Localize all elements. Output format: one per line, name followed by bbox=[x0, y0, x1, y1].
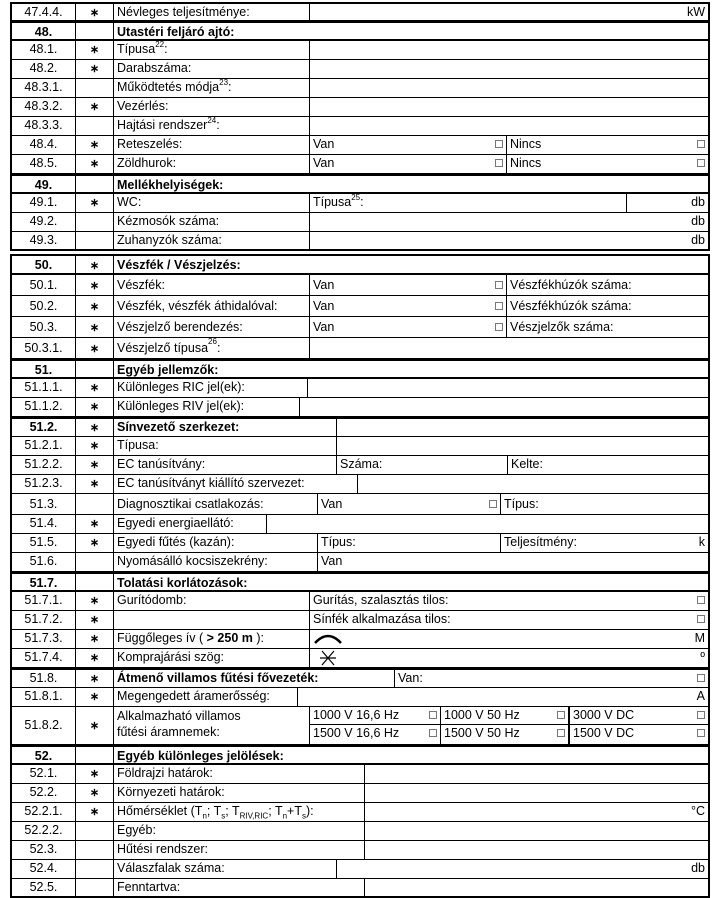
field-label: Alkalmazható villamos fűtési áramnemek: bbox=[114, 707, 310, 744]
value-field[interactable] bbox=[310, 41, 708, 59]
value-field[interactable] bbox=[358, 475, 708, 493]
mandatory-mark: ∗ bbox=[76, 707, 114, 744]
section-number: 49. bbox=[12, 176, 76, 192]
mandatory-mark bbox=[76, 860, 114, 878]
wc-count-field[interactable]: db bbox=[691, 195, 705, 209]
mandatory-mark: ∗ bbox=[76, 534, 114, 552]
checkbox[interactable] bbox=[495, 159, 503, 167]
row-number: 52.2.1. bbox=[12, 803, 76, 821]
row-50-1 bbox=[10, 275, 710, 296]
mandatory-mark: ∗ bbox=[76, 803, 114, 821]
mandatory-mark: ∗ bbox=[76, 688, 114, 706]
row-number: 48.3.2. bbox=[12, 98, 76, 116]
field-label: Vészjelző típusa$^{26}$: bbox=[114, 338, 310, 358]
field-label: Egyéb: bbox=[114, 822, 365, 840]
checkbox[interactable] bbox=[495, 302, 503, 310]
field-label: Megengedett áramerősség: bbox=[114, 688, 298, 706]
mandatory-mark bbox=[76, 79, 114, 97]
value-field[interactable]: º bbox=[310, 649, 708, 667]
checkbox[interactable] bbox=[557, 711, 565, 719]
row-number: 49.2. bbox=[12, 213, 76, 231]
value-field[interactable] bbox=[267, 515, 708, 533]
row-51-6 bbox=[10, 553, 710, 572]
certificate-date-field[interactable]: Kelte: bbox=[511, 457, 543, 471]
section-51 bbox=[10, 359, 710, 379]
field-label: Darabszáma: bbox=[114, 60, 310, 78]
row-51-2 bbox=[10, 417, 710, 437]
value-field[interactable] bbox=[365, 765, 708, 783]
row-50-2 bbox=[10, 296, 710, 317]
row-49-2 bbox=[10, 213, 710, 232]
row-49-1 bbox=[10, 194, 710, 213]
field-label: Diagnosztikai csatlakozás: bbox=[114, 494, 318, 514]
mandatory-mark: ∗ bbox=[76, 670, 114, 687]
row-number: 47.4.4. bbox=[12, 4, 76, 20]
mandatory-mark bbox=[76, 176, 114, 192]
row-number: 48.3.3. bbox=[12, 117, 76, 135]
row-48-3-3 bbox=[10, 117, 710, 136]
row-number: 51.2.3. bbox=[12, 475, 76, 493]
row-number: 51.2.1. bbox=[12, 437, 76, 455]
row-number: 51.7.3. bbox=[12, 630, 76, 648]
count-field[interactable]: Vészfékhúzók száma: bbox=[510, 278, 632, 292]
mandatory-mark bbox=[76, 879, 114, 896]
row-51-8 bbox=[10, 668, 710, 688]
mandatory-mark: ∗ bbox=[76, 630, 114, 648]
mandatory-mark bbox=[76, 232, 114, 249]
checkbox[interactable] bbox=[697, 711, 705, 719]
mandatory-mark bbox=[76, 23, 114, 39]
subsection-title: Átmenő villamos fűtési fővezeték: bbox=[114, 670, 395, 687]
section-title: Egyéb különleges jelölések: bbox=[117, 749, 284, 763]
mandatory-mark: ∗ bbox=[76, 41, 114, 59]
field-label: Egyedi energiaellátó: bbox=[114, 515, 267, 533]
value-field[interactable]: kW bbox=[686, 5, 705, 19]
field-label: Reteszelés: bbox=[114, 136, 310, 154]
value-field[interactable] bbox=[310, 98, 708, 116]
row-number: 50.3.1. bbox=[12, 338, 76, 358]
mandatory-mark: ∗ bbox=[76, 611, 114, 629]
checkbox[interactable] bbox=[495, 140, 503, 148]
option-van[interactable]: Van bbox=[310, 317, 507, 337]
count-field[interactable]: Vészjelzők száma: bbox=[510, 320, 614, 334]
crossing-angle-icon bbox=[318, 649, 338, 667]
value-field[interactable]: °C bbox=[690, 804, 705, 818]
field-label: EC tanúsítványt kiállító szervezet: bbox=[114, 475, 358, 493]
section-number: 52. bbox=[12, 747, 76, 763]
row-number: 48.1. bbox=[12, 41, 76, 59]
field-label: Vészfék, vészfék áthidalóval: bbox=[114, 296, 310, 316]
value-field[interactable] bbox=[310, 338, 708, 358]
wc-type-field[interactable]: Típusa$^{25}$: bbox=[310, 194, 627, 212]
value-field[interactable] bbox=[337, 437, 708, 455]
row-52-4 bbox=[10, 860, 710, 879]
checkbox[interactable] bbox=[697, 729, 705, 737]
checkbox[interactable] bbox=[697, 615, 705, 623]
row-51-2-1 bbox=[10, 437, 710, 456]
row-number: 51.5. bbox=[12, 534, 76, 552]
value-field[interactable]: A bbox=[696, 689, 705, 703]
value-field[interactable] bbox=[310, 117, 708, 135]
field-label: Különleges RIV jel(ek): bbox=[114, 398, 300, 416]
value-field[interactable] bbox=[365, 784, 708, 802]
mandatory-mark: ∗ bbox=[76, 136, 114, 154]
mandatory-mark bbox=[76, 747, 114, 763]
row-51-2-3 bbox=[10, 475, 710, 494]
row-51-1-2 bbox=[10, 398, 710, 417]
value-field[interactable] bbox=[365, 841, 708, 859]
section-51-7 bbox=[10, 572, 710, 592]
row-51-1-1 bbox=[10, 379, 710, 398]
row-number: 48.5. bbox=[12, 155, 76, 173]
value-field[interactable]: db bbox=[691, 214, 705, 228]
field-label: Környezeti határok: bbox=[114, 784, 365, 802]
option-nincs[interactable]: Nincs bbox=[507, 136, 708, 154]
field-label: Fenntartva: bbox=[114, 879, 365, 896]
field-label: Különleges RIC jel(ek): bbox=[114, 379, 308, 397]
mandatory-mark bbox=[76, 841, 114, 859]
row-50-3-1 bbox=[10, 338, 710, 359]
field-label: Hajtási rendszer$^{24}$: bbox=[114, 117, 310, 135]
mandatory-mark: ∗ bbox=[76, 317, 114, 337]
section-49 bbox=[10, 174, 710, 194]
section-50 bbox=[10, 254, 710, 275]
row-number: 48.2. bbox=[12, 60, 76, 78]
row-49-3 bbox=[10, 232, 710, 251]
subsection-title: Sínvezető szerkezet: bbox=[114, 419, 337, 436]
mandatory-mark: ∗ bbox=[76, 475, 114, 493]
row-51-4 bbox=[10, 515, 710, 534]
checkbox[interactable] bbox=[697, 596, 705, 604]
mandatory-mark: ∗ bbox=[76, 155, 114, 173]
mandatory-mark bbox=[76, 361, 114, 377]
row-number: 52.1. bbox=[12, 765, 76, 783]
mandatory-mark: ∗ bbox=[76, 398, 114, 416]
row-number: 51.4. bbox=[12, 515, 76, 533]
certificate-number-field[interactable]: Száma: bbox=[337, 456, 508, 474]
row-number: 48.4. bbox=[12, 136, 76, 154]
mandatory-mark: ∗ bbox=[76, 419, 114, 436]
option-van[interactable]: Van: bbox=[395, 670, 708, 687]
mandatory-mark bbox=[76, 574, 114, 590]
mandatory-mark: ∗ bbox=[76, 296, 114, 316]
checkbox[interactable] bbox=[429, 729, 437, 737]
field-label: Névleges teljesítménye: bbox=[114, 4, 310, 20]
row-47-4-4 bbox=[10, 2, 710, 21]
row-number: 51.6. bbox=[12, 553, 76, 571]
row-50-3 bbox=[10, 317, 710, 338]
mandatory-mark: ∗ bbox=[76, 194, 114, 212]
row-number: 51.1.2. bbox=[12, 398, 76, 416]
row-51-7-4 bbox=[10, 649, 710, 668]
option-van[interactable]: Van bbox=[310, 275, 507, 295]
mandatory-mark bbox=[76, 494, 114, 514]
row-52-3 bbox=[10, 841, 710, 860]
field-label: Típusa$^{22}$: bbox=[114, 41, 310, 59]
option-van[interactable]: Van bbox=[310, 136, 507, 154]
row-number: 51.7.2. bbox=[12, 611, 76, 629]
row-51-3 bbox=[10, 494, 710, 515]
field-label: Egyedi fűtés (kazán): bbox=[114, 534, 318, 552]
checkbox[interactable] bbox=[557, 729, 565, 737]
value-field[interactable] bbox=[310, 79, 708, 97]
section-number: 51. bbox=[12, 361, 76, 377]
row-number: 52.4. bbox=[12, 860, 76, 878]
mandatory-mark bbox=[76, 117, 114, 135]
mandatory-mark: ∗ bbox=[76, 765, 114, 783]
field-label: Függőleges ív ( > 250 m ): bbox=[114, 630, 310, 648]
row-52-5 bbox=[10, 879, 710, 898]
field-label: EC tanúsítvány: bbox=[114, 456, 337, 474]
row-number: 51.7.4. bbox=[12, 649, 76, 667]
row-number: 51.8.1. bbox=[12, 688, 76, 706]
type-field[interactable]: Típus: bbox=[318, 534, 501, 552]
value-field[interactable] bbox=[365, 879, 708, 896]
row-number: 51.1.1. bbox=[12, 379, 76, 397]
row-number: 51.7.1. bbox=[12, 592, 76, 610]
value-field[interactable] bbox=[337, 419, 708, 436]
mandatory-mark: ∗ bbox=[76, 592, 114, 610]
checkbox[interactable] bbox=[697, 674, 705, 682]
row-51-7-3 bbox=[10, 630, 710, 649]
field-label: Gurítódomb: bbox=[114, 592, 310, 610]
row-48-5 bbox=[10, 155, 710, 174]
row-52-2-1 bbox=[10, 803, 710, 822]
row-51-7-2 bbox=[10, 611, 710, 630]
checkbox[interactable] bbox=[489, 500, 497, 508]
section-number: 51.7. bbox=[12, 574, 76, 590]
field-label: Földrajzi határok: bbox=[114, 765, 365, 783]
row-number: 49.3. bbox=[12, 232, 76, 249]
row-51-2-2 bbox=[10, 456, 710, 475]
row-number: 51.3. bbox=[12, 494, 76, 514]
value-field[interactable]: db bbox=[691, 861, 705, 875]
field-label: Komprajárási szög: bbox=[114, 649, 310, 667]
option-no-hump[interactable]: Gurítás, szalasztás tilos: bbox=[310, 592, 708, 610]
checkbox[interactable] bbox=[429, 711, 437, 719]
row-number: 52.2.2. bbox=[12, 822, 76, 840]
mandatory-mark: ∗ bbox=[76, 256, 114, 273]
checkbox[interactable] bbox=[495, 281, 503, 289]
section-title: Vészfék / Vészjelzés: bbox=[117, 258, 241, 272]
row-48-3-1 bbox=[10, 79, 710, 98]
row-number: 50.3. bbox=[12, 317, 76, 337]
option-van[interactable]: Van bbox=[310, 296, 507, 316]
current-type-grid bbox=[310, 707, 708, 744]
mandatory-mark: ∗ bbox=[76, 437, 114, 455]
row-number: 51.8. bbox=[12, 670, 76, 687]
field-label: Vészfék: bbox=[114, 275, 310, 295]
field-label bbox=[114, 611, 310, 629]
section-title: Utastéri feljáró ajtó: bbox=[117, 25, 235, 39]
mandatory-mark: ∗ bbox=[76, 4, 114, 20]
option-1000v-16hz[interactable]: 1000 V 16,6 Hz bbox=[310, 707, 441, 725]
row-52-2-2 bbox=[10, 822, 710, 841]
field-label: Hűtési rendszer: bbox=[114, 841, 365, 859]
mandatory-mark bbox=[76, 822, 114, 840]
mandatory-mark: ∗ bbox=[76, 515, 114, 533]
row-48-2 bbox=[10, 60, 710, 79]
row-48-1 bbox=[10, 41, 710, 60]
field-label: Típusa: bbox=[114, 437, 337, 455]
row-48-3-2 bbox=[10, 98, 710, 117]
value-field[interactable] bbox=[300, 398, 708, 416]
value-field[interactable] bbox=[310, 60, 708, 78]
option-van[interactable]: Van bbox=[310, 155, 507, 173]
option-1500v-16hz[interactable]: 1500 V 16,6 Hz bbox=[310, 725, 441, 744]
option-van[interactable]: Van bbox=[318, 494, 501, 514]
section-title: Egyéb jellemzők: bbox=[117, 363, 219, 377]
option-3000v-dc[interactable]: 3000 V DC bbox=[569, 707, 708, 725]
mandatory-mark bbox=[76, 213, 114, 231]
mandatory-mark bbox=[76, 553, 114, 571]
mandatory-mark: ∗ bbox=[76, 784, 114, 802]
row-number: 52.5. bbox=[12, 879, 76, 896]
section-48 bbox=[10, 21, 710, 41]
row-number: 48.3.1. bbox=[12, 79, 76, 97]
checkbox[interactable] bbox=[697, 159, 705, 167]
mandatory-mark: ∗ bbox=[76, 275, 114, 295]
row-52-1 bbox=[10, 765, 710, 784]
field-label: Zöldhurok: bbox=[114, 155, 310, 173]
power-field[interactable]: Teljesítmény: k bbox=[504, 535, 705, 549]
type-field[interactable]: Típus: bbox=[504, 497, 539, 511]
mandatory-mark: ∗ bbox=[76, 456, 114, 474]
field-label: Vezérlés: bbox=[114, 98, 310, 116]
option-nincs[interactable]: Nincs bbox=[507, 155, 708, 173]
row-51-8-1 bbox=[10, 688, 710, 707]
row-number: 49.1. bbox=[12, 194, 76, 212]
checkbox[interactable] bbox=[697, 140, 705, 148]
mandatory-mark: ∗ bbox=[76, 338, 114, 358]
mandatory-mark: ∗ bbox=[76, 649, 114, 667]
temperature-label: Hőmérséklet ($T_n$; $T_s$; $T_{RIV,RIC}$; $T_n+T_s$): bbox=[114, 803, 365, 821]
option-no-rail-brake[interactable]: Sínfék alkalmazása tilos: bbox=[310, 611, 708, 629]
field-label: Működtetés módja$^{23}$: bbox=[114, 79, 310, 97]
section-52 bbox=[10, 745, 710, 765]
row-52-2 bbox=[10, 784, 710, 803]
option-1500v-50hz[interactable]: 1500 V 50 Hz bbox=[441, 725, 569, 744]
field-label: Nyomásálló kocsiszekrény: bbox=[114, 553, 318, 571]
checkbox[interactable] bbox=[495, 323, 503, 331]
vehicle-data-form bbox=[10, 2, 710, 898]
row-number: 50.2. bbox=[12, 296, 76, 316]
value-field[interactable] bbox=[365, 822, 708, 840]
row-number: 52.3. bbox=[12, 841, 76, 859]
mandatory-mark: ∗ bbox=[76, 379, 114, 397]
field-label: Vészjelző berendezés: bbox=[114, 317, 310, 337]
section-title: Tolatási korlátozások: bbox=[117, 576, 248, 590]
option-van[interactable]: Van bbox=[321, 554, 343, 568]
section-number: 51.2. bbox=[12, 419, 76, 436]
field-label: WC: bbox=[114, 194, 310, 212]
field-label: Válaszfalak száma: bbox=[114, 860, 337, 878]
row-51-7-1 bbox=[10, 592, 710, 611]
field-label: Zuhanyzók száma: bbox=[114, 232, 310, 249]
row-number: 51.8.2. bbox=[12, 707, 76, 744]
row-48-4 bbox=[10, 136, 710, 155]
section-number: 48. bbox=[12, 23, 76, 39]
count-field[interactable]: Vészfékhúzók száma: bbox=[510, 299, 632, 313]
option-1500v-dc[interactable]: 1500 V DC bbox=[569, 725, 708, 744]
mandatory-mark: ∗ bbox=[76, 98, 114, 116]
mandatory-mark: ∗ bbox=[76, 60, 114, 78]
row-number: 51.2.2. bbox=[12, 456, 76, 474]
value-field[interactable]: db bbox=[691, 233, 705, 247]
section-number: 50. bbox=[12, 256, 76, 273]
field-label: Kézmosók száma: bbox=[114, 213, 310, 231]
row-51-5 bbox=[10, 534, 710, 553]
value-field[interactable] bbox=[308, 379, 708, 397]
option-1000v-50hz[interactable]: 1000 V 50 Hz bbox=[441, 707, 569, 725]
value-field[interactable]: M bbox=[310, 630, 708, 648]
row-number: 52.2. bbox=[12, 784, 76, 802]
vertical-curve-icon bbox=[313, 631, 343, 647]
row-number: 50.1. bbox=[12, 275, 76, 295]
row-51-8-2 bbox=[10, 707, 710, 745]
section-title: Mellékhelyiségek: bbox=[117, 178, 224, 192]
